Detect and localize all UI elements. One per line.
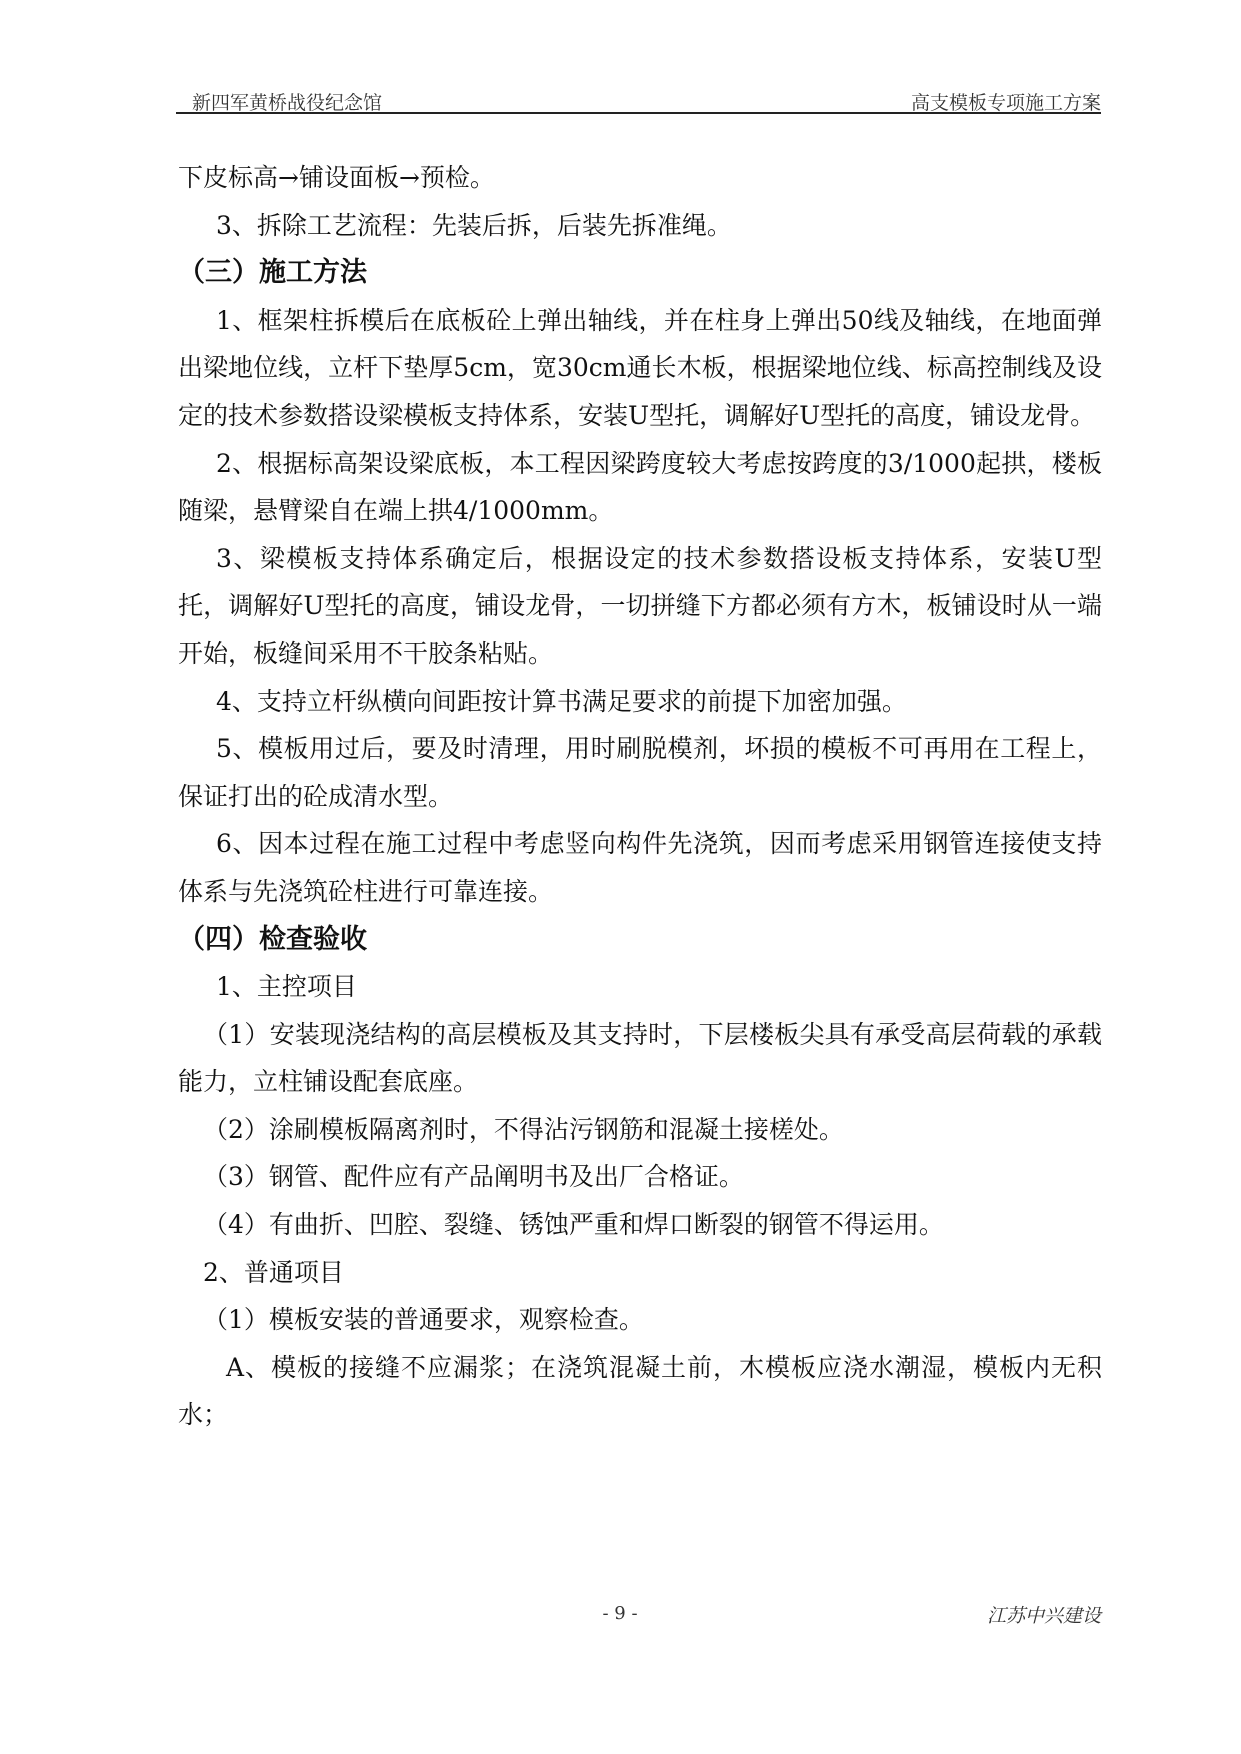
body-paragraph: 下皮标高→铺设面板→预检。 (178, 163, 495, 192)
footer-company: 江苏中兴建设 (986, 1605, 1101, 1627)
body-paragraph: 2、普通项目 (203, 1257, 344, 1287)
page-number: - 9 - (602, 1603, 638, 1624)
body-paragraph: 6、因本过程在施工过程中考虑竖向构件先浇筑，因而考虑采用钢管连接使支持体系与先浇筑砼柱进行可靠连接。 (178, 829, 1102, 906)
header-rule (176, 112, 1101, 114)
body-paragraph: 4、支持立杆纵横向间距按计算书满足要求的前提下加密加强。 (216, 686, 907, 716)
body-paragraph: （3）钢管、配件应有产品阐明书及出厂合格证。 (203, 1162, 744, 1192)
body-paragraph: 1、框架柱拆模后在底板砼上弹出轴线，并在柱身上弹出50线及轴线，在地面弹出梁地位线，立杆下垫厚5cm，宽30cm通长木板，根据梁地位线、标高控制线及设定的技术参数搭设梁模板支持体系，安装U型托，调解好U型托的高度，铺设龙骨。 (178, 305, 1102, 430)
section-heading: （四）检查验收 (178, 923, 367, 955)
section-heading: （三）施工方法 (178, 257, 367, 289)
header-project-name: 新四军黄桥战役纪念馆 (192, 92, 383, 114)
body-paragraph: （2）涂刷模板隔离剂时，不得沾污钢筋和混凝土接槎处。 (203, 1114, 844, 1144)
body-paragraph: （1）安装现浇结构的高层模板及其支持时，下层楼板尖具有承受高层荷载的承载能力，立柱铺设配套底座。 (178, 1019, 1102, 1097)
header-document-title: 高支模板专项施工方案 (910, 92, 1101, 114)
body-paragraph: 5、模板用过后，要及时清理，用时刷脱模剂，坏损的模板不可再用在工程上，保证打出的砼成清水型。 (178, 734, 1102, 811)
body-paragraph: 2、根据标高架设梁底板，本工程因梁跨度较大考虑按跨度的3/1000起拱，楼板随梁，悬臂梁自在端上拱4/1000mm。 (178, 448, 1102, 526)
body-paragraph: A、模板的接缝不应漏浆；在浇筑混凝土前，木模板应浇水潮湿，模板内无积水； (178, 1352, 1102, 1430)
body-paragraph: 3、梁模板支持体系确定后，根据设定的技术参数搭设板支持体系，安装U型托，调解好U型托的高度，铺设龙骨，一切拼缝下方都必须有方木，板铺设时从一端开始，板缝间采用不干胶条粘贴。 (178, 543, 1102, 668)
body-paragraph: 3、拆除工艺流程：先装后拆，后装先拆准绳。 (216, 210, 732, 240)
body-paragraph: （4）有曲折、凹腔、裂缝、锈蚀严重和焊口断裂的钢管不得运用。 (203, 1210, 944, 1240)
body-paragraph: （1）模板安装的普通要求，观察检查。 (203, 1305, 644, 1335)
body-paragraph: 1、主控项目 (216, 972, 357, 1002)
document-body (178, 154, 1102, 1439)
